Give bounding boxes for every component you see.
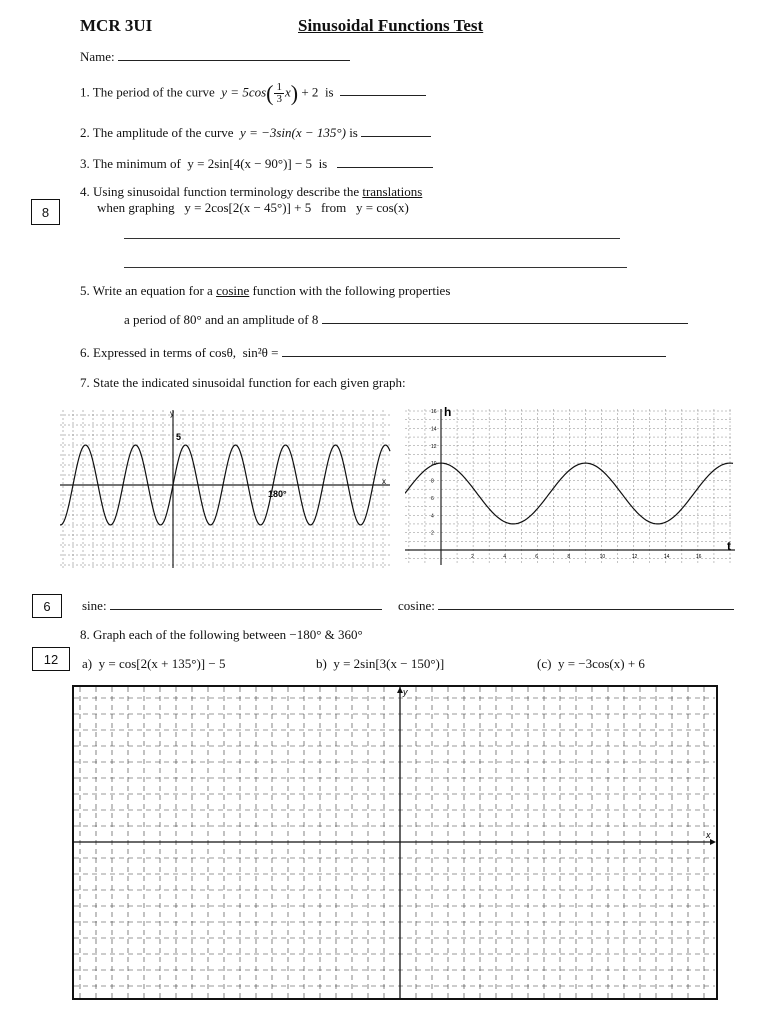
question-text: State the indicated sinusoidal function for each given graph: — [93, 375, 406, 390]
question-2: 2. The amplitude of the curve y = −3sin(x − 135°) is — [80, 125, 431, 141]
part-c: (c) y = −3cos(x) + 6 — [537, 656, 645, 671]
expression: sin²θ = — [242, 345, 279, 360]
answer-blank-2[interactable] — [361, 136, 431, 137]
cosine-answer — [398, 598, 734, 614]
answer-line-4b[interactable] — [124, 267, 627, 268]
equation: y = −3sin(x − 135°) — [240, 125, 346, 140]
marks-box-12: 12 — [32, 647, 70, 671]
x-axis-label: x — [706, 830, 711, 840]
question-4-line-2: when graphing y = 2cos[2(x − 45°)] + 5 from y = cos(x) — [97, 200, 409, 215]
x-tick-label: 10 — [599, 554, 606, 560]
question-text: Write an equation for a — [92, 283, 213, 298]
x-tick-label: 8 — [567, 554, 571, 560]
y-axis-label: y — [403, 687, 408, 697]
question-text: Expressed in terms of cosθ, — [93, 345, 237, 360]
question-number: 6. — [80, 345, 90, 360]
question-text: The minimum of — [92, 156, 181, 171]
equation: y = cos(x) — [356, 200, 409, 215]
question-number: 2. — [80, 125, 90, 140]
question-5-detail — [124, 312, 688, 328]
x-axis-label: x — [382, 477, 386, 486]
question-6 — [80, 345, 666, 361]
cosine-label: cosine: — [398, 598, 435, 613]
question-3: 3. The minimum of y = 2sin[4(x − 90°)] − 5 is — [80, 156, 433, 172]
question-text: The amplitude of the curve — [92, 125, 234, 140]
y-tick-label: 5 — [176, 432, 182, 442]
y-tick-label: 16 — [431, 409, 437, 415]
answer-blank-3[interactable] — [337, 167, 433, 168]
equation: y = cos[2(x + 135°)] − 5 — [98, 656, 226, 671]
cosine-answer-blank[interactable] — [438, 609, 734, 610]
equation: y = 2cos[2(x − 45°)] + 5 — [184, 200, 312, 215]
question-number: 7. — [80, 375, 90, 390]
equation: y = −3cos(x) + 6 — [557, 656, 645, 671]
question-number: 8. — [80, 627, 90, 642]
y-axis-label: y — [170, 409, 174, 418]
question-text: when graphing — [97, 200, 175, 215]
sine-curve — [405, 463, 733, 524]
question-4-line-1 — [80, 184, 422, 200]
y-tick-label: 6 — [431, 495, 434, 502]
marks-box-6: 6 — [32, 594, 62, 618]
graph-grid — [405, 409, 733, 565]
question-text: The period of the curve — [92, 84, 215, 100]
question-8 — [80, 627, 363, 643]
y-tick-label: 8 — [431, 478, 434, 485]
sine-graph-right — [405, 405, 737, 570]
question-1: 1. The period of the curve y = 5cos( $\frac{1}{3}$ x) + 2 is — [80, 82, 426, 105]
part-b: b) y = 2sin[3(x − 150°)] — [316, 656, 445, 671]
x-axis-arrow-icon — [710, 839, 716, 845]
fraction: $\frac{1}{3}$ — [276, 81, 282, 105]
emphasis-translations: translations — [362, 184, 423, 199]
graphing-grid[interactable] — [72, 685, 718, 1000]
name-row — [80, 49, 350, 65]
marks-box-8: 8 — [31, 199, 60, 225]
name-field[interactable] — [118, 60, 350, 61]
x-tick-label: 2 — [471, 554, 474, 560]
x-tick-label: 6 — [535, 554, 539, 560]
answer-blank-5[interactable] — [322, 323, 688, 324]
graph-grid — [60, 410, 390, 568]
sine-answer-blank[interactable] — [110, 609, 382, 610]
answer-blank-6[interactable] — [282, 356, 666, 357]
emphasis-cosine: cosine — [216, 283, 250, 298]
question-number: 4. — [80, 184, 90, 199]
question-7 — [80, 375, 406, 391]
course-code: MCR 3UI — [80, 16, 153, 35]
y-tick-label: 14 — [431, 426, 437, 433]
question-number: 5. — [80, 283, 90, 298]
name-label: Name: — [80, 49, 115, 64]
t-axis-label: t — [727, 539, 731, 553]
question-text: Graph each of the following between −180° & 360° — [93, 627, 363, 642]
sine-label: sine: — [82, 598, 107, 613]
question-number: 1. — [80, 84, 90, 100]
question-number: 3. — [80, 156, 90, 171]
question-5: 5. Write an equation for a cosine function with the following properties — [80, 283, 451, 298]
equation: y = 2sin[4(x − 90°)] − 5 — [187, 156, 313, 171]
answer-line-4a[interactable] — [124, 238, 620, 239]
y-tick-label: 12 — [431, 443, 437, 450]
test-title: Sinusoidal Functions Test — [298, 16, 484, 35]
x-tick-label: 180° — [268, 489, 287, 499]
x-tick-label: 16 — [695, 554, 702, 560]
equation: y = 2sin[3(x − 150°)] — [333, 656, 445, 671]
equation: y = 5cos — [221, 84, 267, 100]
answer-blank-1[interactable] — [340, 95, 426, 96]
sine-graph-left — [60, 408, 392, 570]
x-tick-label: 14 — [663, 554, 670, 560]
x-tick-label: 12 — [631, 554, 638, 560]
question-text: Using sinusoidal function terminology describe the — [93, 184, 360, 199]
y-tick-label: 4 — [431, 513, 434, 520]
y-tick-label: 2 — [431, 530, 434, 537]
h-axis-label: h — [444, 405, 452, 419]
sine-answer — [82, 598, 382, 614]
question-text: a period of 80° and an amplitude of 8 — [124, 312, 319, 327]
y-tick-label: 10 — [431, 461, 437, 468]
part-a: a) y = cos[2(x + 135°)] − 5 — [82, 656, 226, 671]
x-tick-label: 4 — [503, 554, 506, 560]
